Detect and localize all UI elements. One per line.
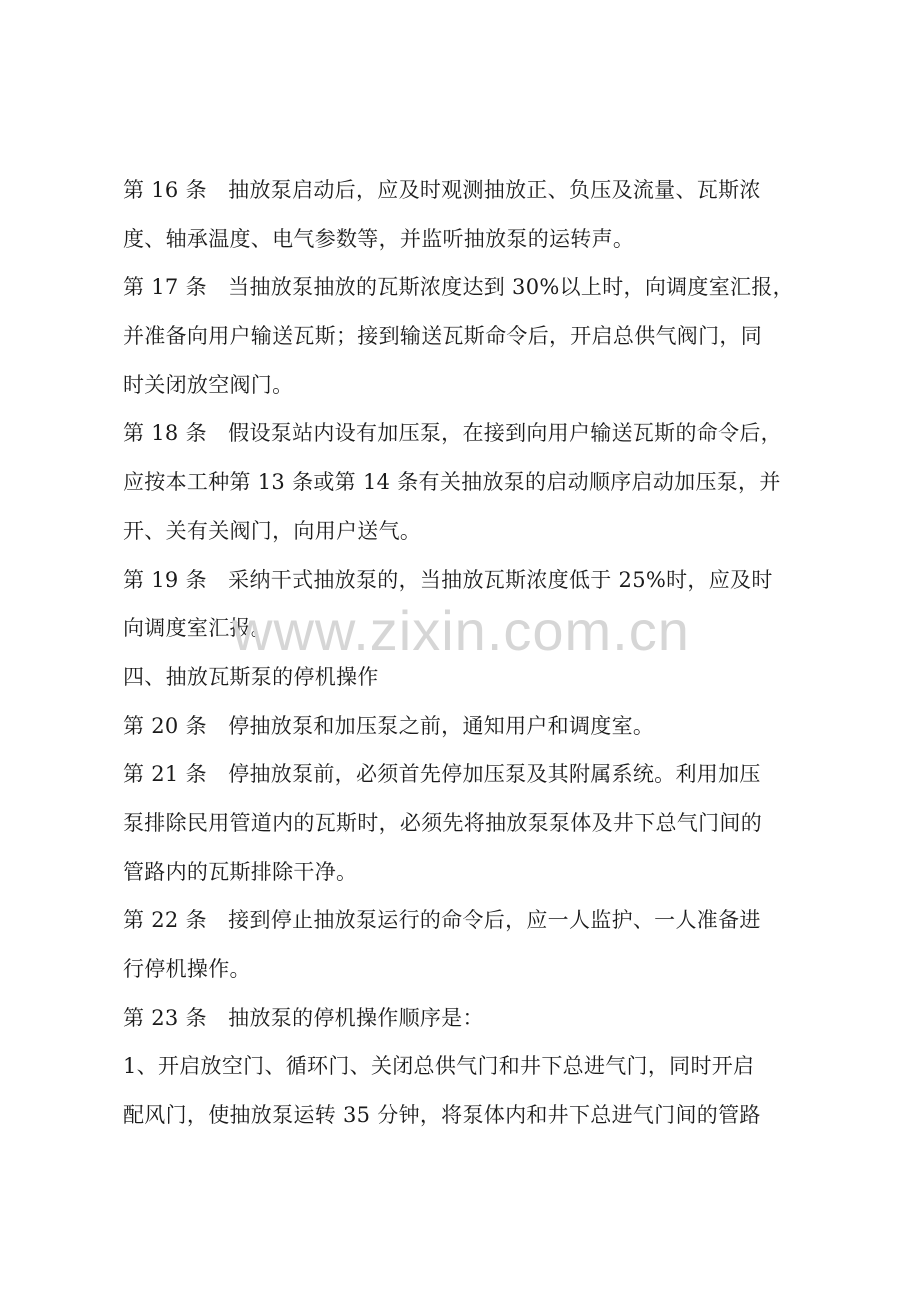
text-line: 第 22 条 接到停止抽放泵运行的命令后，应一人监护、一人准备进 [123,908,761,933]
text-line: 第 19 条 采纳干式抽放泵的，当抽放瓦斯浓度低于 25%时，应及时 [123,567,773,592]
text-line: 第 18 条 假设泵站内设有加压泵，在接到向用户输送瓦斯的命令后， [123,421,782,446]
text-line: 时关闭放空阀门。 [123,372,294,397]
document-body [123,166,813,1140]
text-line: 泵排除民用管道内的瓦斯时，必须先将抽放泵泵体及井下总气门间的 [123,810,762,835]
text-line: 并准备向用户输送瓦斯；接到输送瓦斯命令后，开启总供气阀门，同 [123,324,762,349]
text-line: 应按本工种第 13 条或第 14 条有关抽放泵的启动顺序启动加压泵，并 [123,470,781,495]
text-line: 度、轴承温度、电气参数等，并监听抽放泵的运转声。 [123,226,635,251]
text-line: 配风门，使抽放泵运转 35 分钟，将泵体内和井下总进气门间的管路 [123,1103,761,1128]
text-line: 第 20 条 停抽放泵和加压泵之前，通知用户和调度室。 [123,713,655,738]
text-line: 开、关有关阀门，向用户送气。 [123,518,422,543]
text-line: 第 17 条 当抽放泵抽放的瓦斯浓度达到 30%以上时，向调度室汇报， [123,275,794,300]
text-line: 1、开启放空门、循环门、关闭总供气门和井下总进气门，同时开启 [123,1054,755,1079]
watermark-text: www.zixin.com.cn [232,599,690,662]
text-line: 第 21 条 停抽放泵前，必须首先停加压泵及其附属系统。利用加压 [123,762,761,787]
text-line: 行停机操作。 [123,957,251,981]
text-line: 向调度室汇报。 [123,616,273,641]
text-line: 管路内的瓦斯排除干净。 [123,859,358,884]
text-line: 第 23 条 抽放泵的停机操作顺序是： [123,1005,484,1030]
text-line: 第 16 条 抽放泵启动后，应及时观测抽放正、负压及流量、瓦斯浓 [123,178,761,202]
section-heading: 四、抽放瓦斯泵的停机操作 [123,664,379,689]
